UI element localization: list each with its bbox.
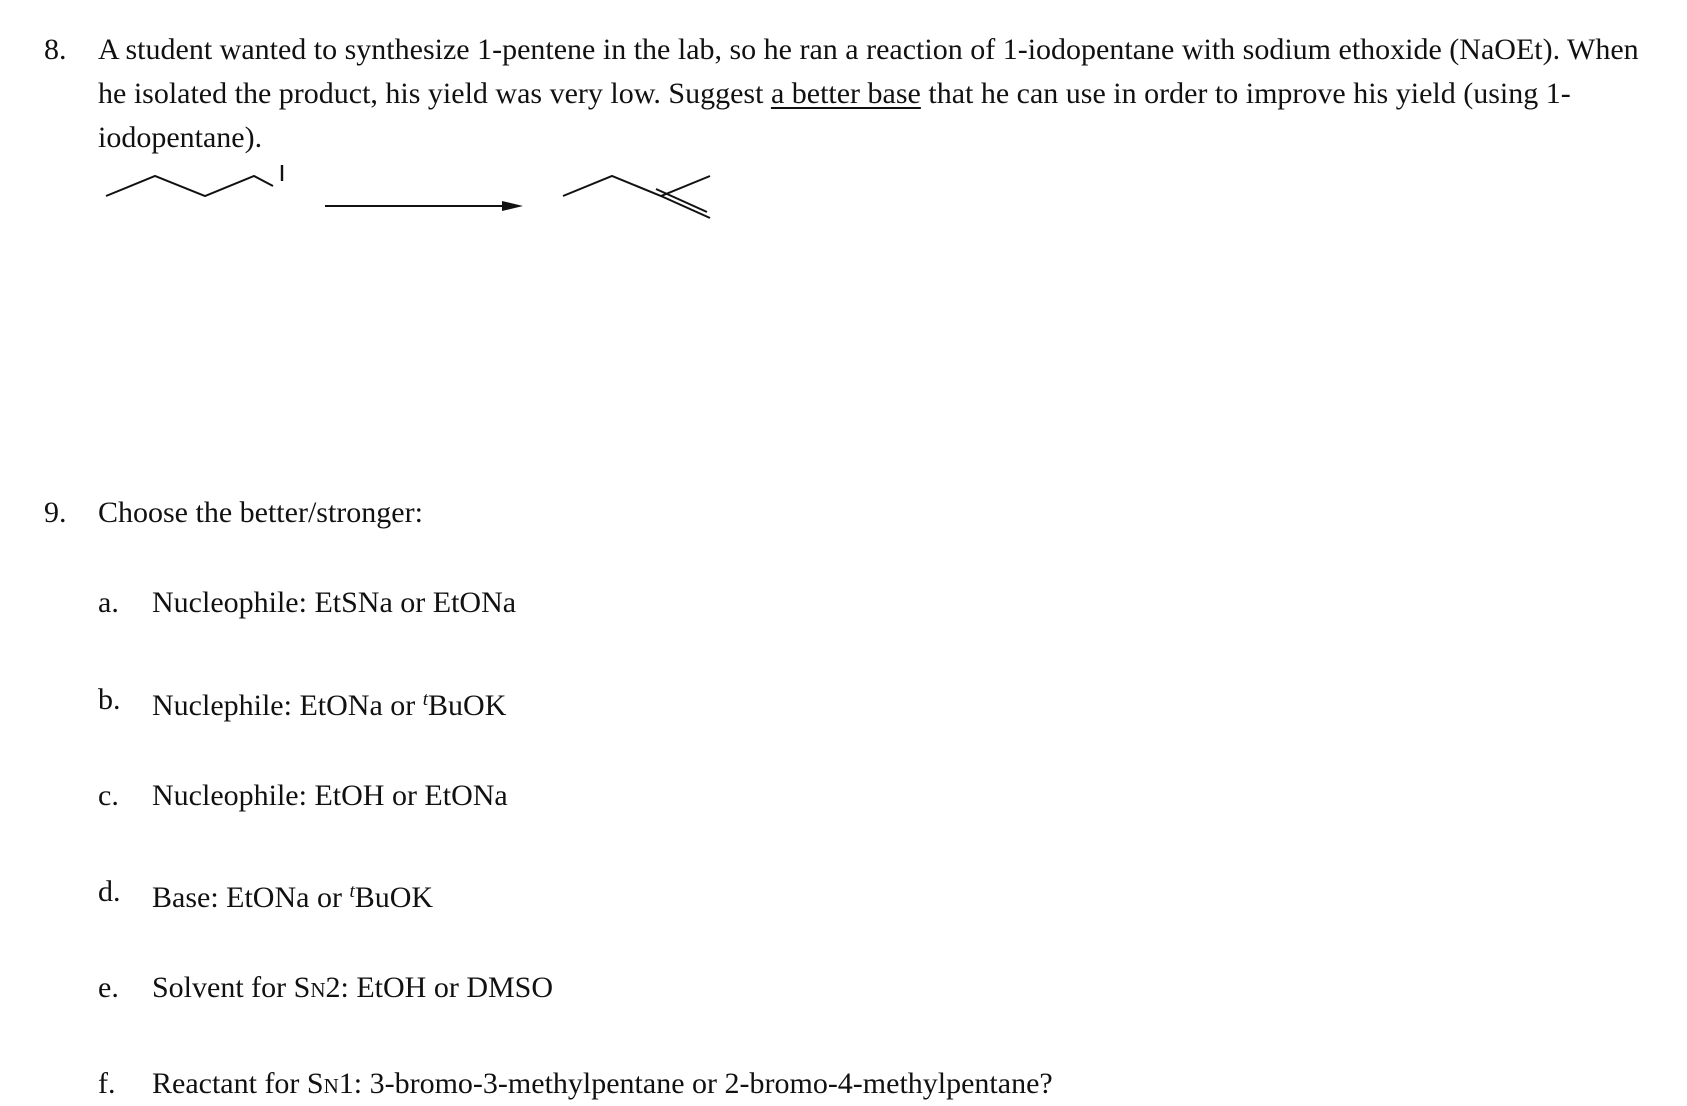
item-text (152, 968, 553, 1010)
question-9-number: 9. (44, 496, 67, 529)
reactant-structure (106, 165, 282, 196)
item-text: Nucleophile: EtOH or EtONa (152, 779, 508, 812)
item-text-after: 2: EtOH or DMSO (325, 971, 554, 1004)
item-text-after: 1: 3-bromo-3-methylpentane or 2-bromo-4-methylpentane? (338, 1067, 1053, 1100)
item-text (152, 1064, 1053, 1106)
reaction-arrow (325, 201, 523, 211)
item-text-after: BuOK (354, 881, 434, 914)
item-letter: c. (98, 779, 119, 812)
item-text-after: BuOK (428, 689, 507, 722)
item-text (152, 872, 433, 918)
tert-superscript: t (349, 881, 355, 902)
item-letter: d. (98, 875, 121, 908)
sn-subscript: N (310, 978, 326, 1002)
question-8-text-part2: that he can use in order to improve his yield (using 1-iodopentane). (98, 77, 1571, 154)
sn-subscript: N (323, 1074, 339, 1098)
item-letter: f. (98, 1067, 116, 1100)
reaction-scheme (90, 160, 730, 230)
product-structure (563, 176, 710, 218)
item-letter: e. (98, 971, 119, 1004)
tert-superscript: t (422, 689, 429, 710)
question-8-text (98, 28, 1658, 160)
item-text-before: Solvent for S (152, 971, 311, 1004)
item-text-before: Reactant for S (152, 1067, 324, 1100)
item-text: Nucleophile: EtSNa or EtONa (152, 586, 517, 619)
question-9-title: Choose the better/stronger: (98, 496, 423, 529)
item-letter: a. (98, 586, 119, 619)
question-8-text-part1: A student wanted to synthesize 1-pentene in the lab, so he ran a reaction of 1-iodopentane with sodium ethoxide (NaOEt). When he isolated the product, his yield was very low. Suggest (98, 33, 1639, 110)
question-8-underlined-phrase: a better base (770, 77, 921, 110)
item-text-before: Nuclephile: EtONa or (152, 689, 423, 722)
item-letter: b. (98, 683, 121, 716)
question-8-number: 8. (44, 33, 67, 66)
item-text (152, 680, 506, 726)
item-text-before: Base: EtONa or (152, 881, 350, 914)
